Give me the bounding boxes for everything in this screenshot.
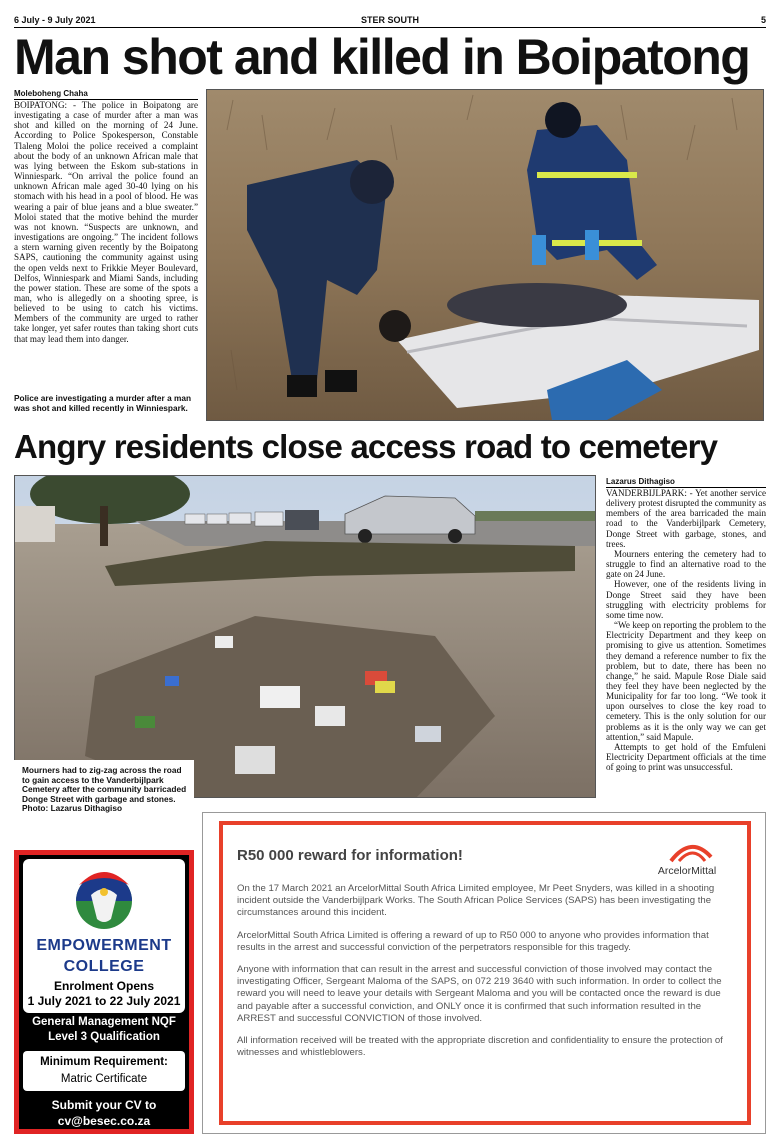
barricaded-road-photo — [15, 476, 596, 798]
story2-paragraph: VANDERBIJLPARK: - Yet another service delivery protest disrupted the community as members of the area barricaded the main road to the Vanderbijlpark Cemetery, Donge Street with garbage, stones, and trees. — [606, 488, 766, 549]
enrolment-info — [23, 979, 185, 1009]
course-line2: Level 3 Qualification — [48, 1031, 160, 1043]
story2-headline: Angry residents close access road to cemetery — [14, 428, 718, 465]
reward-paragraph: ArcelorMittal South Africa Limited is offering a reward of up to R50 000 to anyone who provides information that results in the arrest and successful conviction of the perpetrators responsible for this tragedy. — [237, 929, 709, 953]
reward-body — [237, 883, 729, 1069]
page-masthead — [14, 14, 766, 28]
story2-caption: Mourners had to zig-zag across the road to gain access to the Vanderbijlpark Cemetery after the community barricaded Donge Street with garbage and stones. Photo: Lazarus Dithagiso — [22, 765, 187, 814]
requirement-title: Minimum Requirement: — [40, 1056, 168, 1068]
page-number: 5 — [760, 15, 766, 25]
reward-paragraph: Anyone with information that can result in the arrest and successful conviction of those involved may contact the investigating Officer, Sergeant Maloma of the SAPS, on 072 219 3640 with such information. In order to collect the reward you will need to leave your details with Sergeant Maloma and you will be contacted once the reward is due and payable after a successful conviction, and ONLY once it is confirmed that such information resulted in the ARREST and successful CONVICTION of those involved. — [237, 964, 722, 1024]
reward-advert — [202, 812, 766, 1134]
story2-paragraph: However, one of the residents living in Donge Street said they have been struggling with electricity problems for some time now. — [606, 579, 766, 620]
reward-title: R50 000 reward for information! — [237, 847, 463, 864]
course-info — [19, 1015, 189, 1045]
story2-caption-box — [14, 760, 194, 832]
requirement-box — [23, 1051, 185, 1091]
reward-paragraph: On the 17 March 2021 an ArcelorMittal South Africa Limited employee, Mr Peet Snyders, was killed in a shooting incident outside the Vanderbijlpark Works. The South African Police Services (SAPS) has been investigating the circumstances around this incident. — [237, 883, 715, 919]
story1-photo — [206, 89, 764, 421]
cv-submission — [19, 1097, 189, 1129]
story2-paragraph: Attempts to get hold of the Emfuleni Electricity Department officials at the time of going to print was unsuccessful. — [606, 741, 766, 773]
paper-name: STER SOUTH — [360, 15, 419, 25]
reward-paragraph: All information received will be treated with the appropriate discretion and confidentiality to ensure the protection of witnesses and whistleblowers. — [237, 1035, 723, 1059]
story2-body — [606, 488, 766, 772]
course-line1: General Management NQF — [32, 1016, 176, 1028]
college-name-line1: EMPOWERMENT — [36, 937, 172, 954]
story1-paragraph: BOIPATONG: - The police in Boipatong are investigating a case of murder after a man was shot and killed on the morning of 24 June. According to Police Spokesperson, Constable Tlaleng Moloi the police received a complaint about the body of an unknown African male that was lying between the Eskom sub-stations in Winniespark. “On arrival the police found an unknown African male aged 30-40 lying on his stomach with his head in a pool of blood. He was wearing a pair of blue jeans and a blue sweater.” Moloi stated that the motive behind the murder was not known. “Suspects are unknown, and investigations are ongoing.” The incident follows a stern warning given recently by the Boipatong SAPS, cautioning the community against using the open velds next to Frikkie Meyer Boulevard, Delfos, Winniespark and Miami Sands, including the power station. These are some of the spots a man, who is allegedly on a shooting spree, is believed to be using to catch his victims. Members of the community are urged to rather take longer, yet safer routes than taking short cuts that may lead them into danger. — [14, 100, 198, 344]
story2-photo — [14, 475, 596, 798]
college-name — [23, 935, 185, 977]
college-name-line2: COLLEGE — [63, 958, 145, 975]
college-logo-icon — [69, 865, 139, 931]
reward-advert-frame — [219, 821, 751, 1125]
story1-headline: Man shot and killed in Boipatong — [14, 29, 750, 85]
arcelormittal-swoosh-icon — [669, 841, 713, 863]
cv-instruction: Submit your CV to — [51, 1098, 157, 1112]
college-advert-header — [23, 859, 185, 1013]
arcelormittal-logo — [647, 841, 727, 881]
story1-byline: Moleboheng Chaha — [14, 89, 198, 100]
story2-paragraph: Mourners entering the cemetery had to struggle to find an alternative road to the gate on 24 June. — [606, 548, 766, 580]
enrolment-heading: Enrolment Opens — [53, 979, 154, 993]
story2-paragraph: “We keep on reporting the problem to the Electricity Department and they keep on promising to give us attention. Sometimes they demand a reference number to fix the problem, but to date, there has been no change,” he said. Mapule Rose Diale said they feel they have been neglected by the Municipality for far too long. “We took it upon ourselves to close the key road to cemetery. This is the only solution for our problems as it is the only way we can get attention,” said Mapule. — [606, 620, 766, 742]
requirement-value: Matric Certificate — [60, 1073, 148, 1085]
issue-date: 6 July - 9 July 2021 — [14, 15, 96, 25]
story1-body — [14, 100, 198, 344]
enrolment-dates: 1 July 2021 to 22 July 2021 — [27, 994, 181, 1008]
cv-email: cv@besec.co.za — [57, 1114, 151, 1128]
logo-wordmark: ArcelorMittal — [657, 865, 717, 877]
story2-byline: Lazarus Dithagiso — [606, 477, 766, 488]
college-advert — [14, 850, 194, 1134]
police-crime-scene-photo — [207, 90, 764, 421]
story1-caption: Police are investigating a murder after a man was shot and killed recently in Winniespark. — [14, 393, 192, 413]
